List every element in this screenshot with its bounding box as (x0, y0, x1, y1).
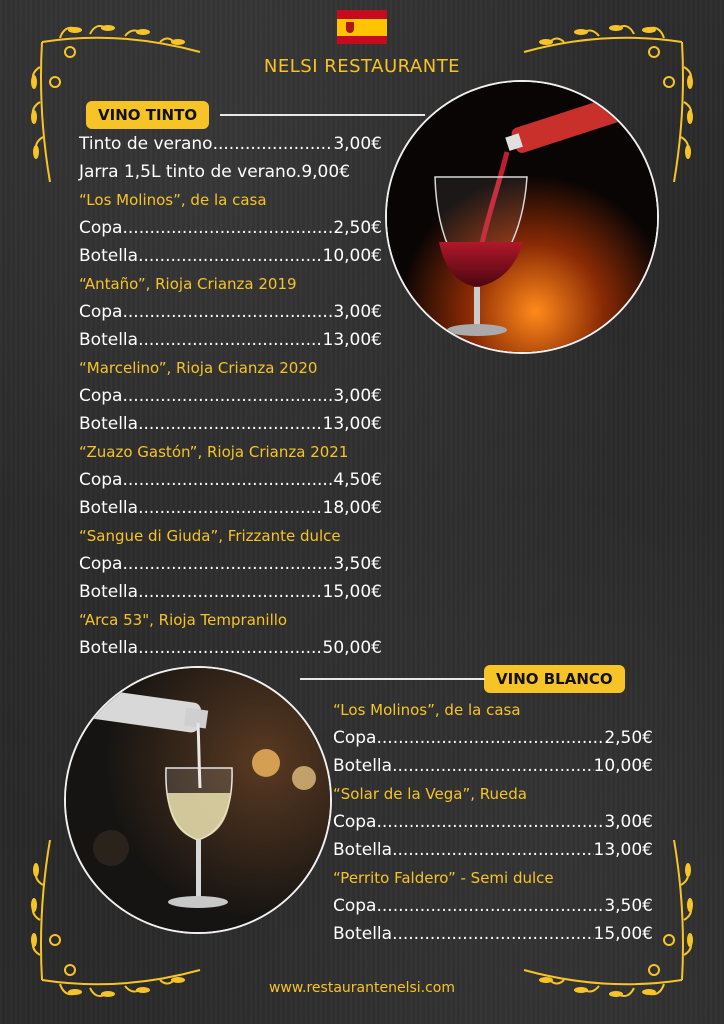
menu-item-row (79, 494, 382, 522)
dot-leader (376, 892, 604, 920)
menu-item-row (79, 130, 382, 158)
dot-leader (122, 382, 333, 410)
item-price: 2,50€ (604, 728, 653, 748)
item-name: Botella (333, 756, 393, 776)
menu-item-row (79, 550, 382, 578)
menu-item-row (333, 752, 653, 780)
item-name: Copa (333, 896, 377, 916)
dot-leader (138, 578, 322, 606)
dot-leader (138, 326, 322, 354)
menu-item-row (79, 410, 382, 438)
menu-item-row (79, 298, 382, 326)
item-name: Copa (333, 728, 377, 748)
wine-name: “Marcelino”, Rioja Crianza 2020 (79, 359, 318, 377)
dot-leader (138, 634, 322, 662)
item-name: Copa (79, 554, 123, 574)
item-price: 4,50€ (333, 470, 382, 490)
item-price: 3,00€ (333, 386, 382, 406)
item-price: 50,00€ (322, 638, 382, 658)
menu-item-row (333, 724, 653, 752)
item-price: 3,00€ (333, 134, 382, 154)
website-link[interactable]: www.restaurantenelsi.com (268, 980, 456, 996)
wine-name: “Perrito Faldero” - Semi dulce (333, 869, 554, 887)
dot-leader (138, 242, 322, 270)
dot-leader (213, 130, 334, 158)
wine-name: “Solar de la Vega”, Rueda (333, 785, 527, 803)
menu-item-row: Jarra 1,5L tinto de verano.9,00€ (79, 162, 351, 182)
item-name: Botella (79, 330, 139, 350)
menu-item-row (333, 920, 653, 948)
wine-name: “Sangue di Giuda”, Frizzante dulce (79, 527, 341, 545)
item-name: Copa (79, 386, 123, 406)
section-divider (300, 678, 485, 680)
menu-item-row (79, 326, 382, 354)
item-name: Botella (79, 638, 139, 658)
menu-item-row (79, 466, 382, 494)
item-price: 10,00€ (322, 246, 382, 266)
dot-leader (122, 466, 333, 494)
item-name: Botella (333, 924, 393, 944)
item-name: Botella (79, 582, 139, 602)
dot-leader (138, 410, 322, 438)
menu-item-row (79, 214, 382, 242)
menu-item-row (79, 634, 382, 662)
dot-leader (122, 214, 333, 242)
white-wine-list (333, 696, 653, 948)
item-name: Copa (79, 218, 123, 238)
menu-item-row (79, 382, 382, 410)
menu-item-row (333, 892, 653, 920)
dot-leader (122, 298, 333, 326)
wine-name: “Zuazo Gastón”, Rioja Crianza 2021 (79, 443, 349, 461)
item-price: 3,00€ (333, 302, 382, 322)
white-wine-photo (64, 666, 332, 934)
menu-item-row (79, 578, 382, 606)
item-price: 2,50€ (333, 218, 382, 238)
dot-leader (376, 724, 604, 752)
item-price: 15,00€ (593, 924, 653, 944)
spain-flag-icon (337, 10, 387, 44)
dot-leader (392, 836, 593, 864)
red-wine-badge: VINO TINTO (86, 101, 209, 129)
red-wine-list (79, 130, 382, 662)
wine-name: “Los Molinos”, de la casa (79, 191, 267, 209)
item-price: 15,00€ (322, 582, 382, 602)
wine-name: “Los Molinos”, de la casa (333, 701, 521, 719)
item-name: Botella (79, 414, 139, 434)
dot-leader (392, 752, 593, 780)
white-wine-badge: VINO BLANCO (484, 665, 625, 693)
item-price: 3,50€ (604, 896, 653, 916)
wine-name: “Antaño”, Rioja Crianza 2019 (79, 275, 297, 293)
menu-item-row (333, 808, 653, 836)
item-price: 13,00€ (593, 840, 653, 860)
item-price: 13,00€ (322, 414, 382, 434)
item-price: 3,00€ (604, 812, 653, 832)
item-name: Copa (333, 812, 377, 832)
item-name: Botella (79, 246, 139, 266)
item-name: Botella (79, 498, 139, 518)
dot-leader (122, 550, 333, 578)
wine-name: “Arca 53", Rioja Tempranillo (79, 611, 288, 629)
item-price: 13,00€ (322, 330, 382, 350)
dot-leader (138, 494, 322, 522)
item-name: Botella (333, 840, 393, 860)
dot-leader (376, 808, 604, 836)
item-price: 10,00€ (593, 756, 653, 776)
item-name: Tinto de verano (79, 134, 213, 154)
red-wine-photo (385, 80, 659, 354)
item-price: 18,00€ (322, 498, 382, 518)
menu-item-row (333, 836, 653, 864)
restaurant-title: NELSI RESTAURANTE (263, 56, 461, 77)
item-name: Copa (79, 470, 123, 490)
item-price: 3,50€ (333, 554, 382, 574)
menu-item-row (79, 242, 382, 270)
item-name: Copa (79, 302, 123, 322)
section-divider (220, 114, 425, 116)
dot-leader (392, 920, 593, 948)
